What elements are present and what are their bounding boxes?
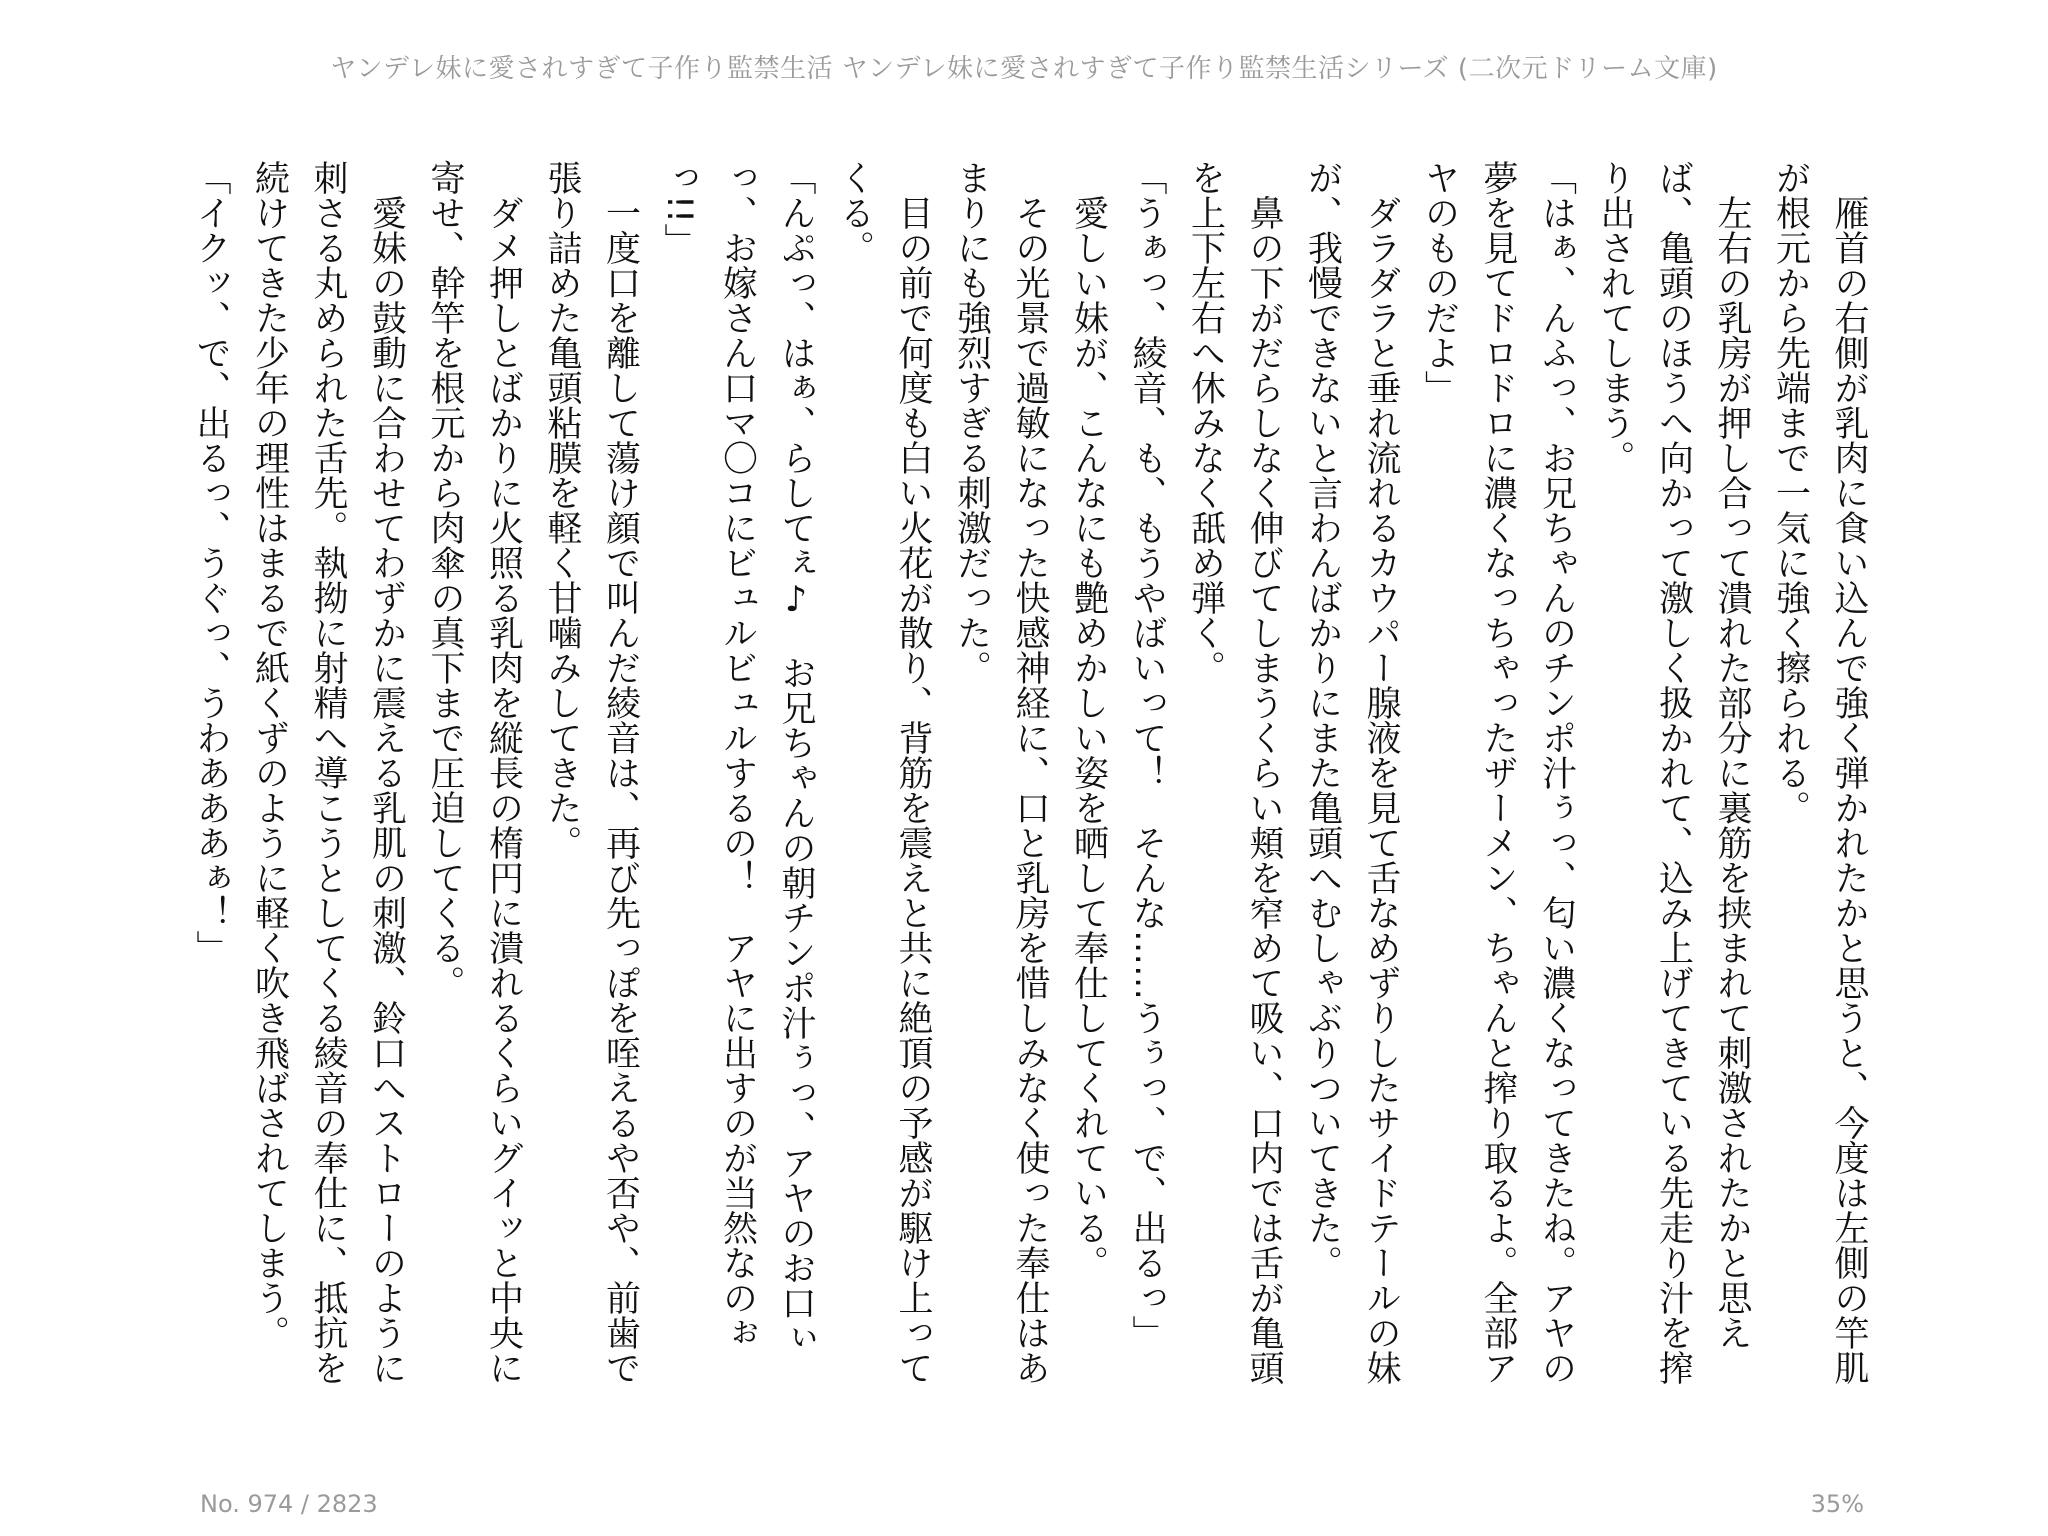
paragraph-7: 愛しい妹が、こんなにも艶めかしい姿を晒して奉仕してくれている。 — [1068, 195, 1109, 1280]
paragraph-9: 目の前で何度も白い火花が散り、背筋を震えと共に絶頂の予感が駆け上ってくる。 — [834, 160, 933, 1385]
paragraph-2: 左右の乳房が押し合って潰れた部分に裏筋を挟まれて刺激されたかと思えば、亀頭のほうへ向かって激しく扱かれて、込み上げてきている先走り汁を搾り出されてしまう。 — [1595, 160, 1752, 1385]
paragraph-13: 愛妹の鼓動に合わせてわずかに震える乳肌の刺激、鈴口へストローのように刺さる丸められた舌先。執拗に射精へ導こうとしてくる綾音の奉仕に、抵抗を続けてきた少年の理性はまるで紙くずのように軽く吹き飛ばされてしまう。 — [249, 160, 407, 1385]
paragraph-1: 雁首の右側が乳肉に食い込んで強く弾かれたかと思うと、今度は左側の竿肌が根元から先端まで一気に強く擦られる。 — [1770, 160, 1869, 1385]
paragraph-3: 「はぁ、んふっ、お兄ちゃんのチンポ汁ぅっ、匂い濃くなってきたね。アヤの夢を見てドロドロに濃くなっちゃったザーメン、ちゃんと搾り取るよ。全部アヤのものだよ」 — [1419, 160, 1577, 1385]
paragraph-8: その光景で過敏になった快感神経に、口と乳房を惜しみなく使った奉仕はあまりにも強烈すぎる刺激だった。 — [951, 160, 1050, 1385]
paragraph-5: 鼻の下がだらしなく伸びてしまうくらい頬を窄めて吸い、口内では舌が亀頭を上下左右へ休みなく舐め弾く。 — [1185, 160, 1284, 1385]
page-body — [191, 160, 1878, 1410]
location-indicator[interactable]: No. 974 / 2823 — [200, 1490, 378, 1518]
paragraph-10: 「んぷっ、はぁ、らしてぇ♪ お兄ちゃんの朝チンポ汁ぅっ、アヤのお口ぃっ、お嫁さん口マ〇コにビュルビュルするの！ アヤに出すのが当然なのぉっ!!」 — [659, 160, 816, 1355]
paragraph-14: 「イクッ、で、出るっ、うぐっ、うわあああぁ！」 — [191, 160, 231, 965]
book-title: ヤンデレ妹に愛されすぎて子作り監禁生活 ヤンデレ妹に愛されすぎて子作り監禁生活シリーズ (二次元ドリーム文庫) — [330, 54, 1718, 84]
paragraph-11: 一度口を離して蕩け顔で叫んだ綾音は、再び先っぽを咥えるや否や、前歯で張り詰めた亀頭粘膜を軽く甘噛みしてきた。 — [542, 160, 641, 1385]
paragraph-12: ダメ押しとばかりに火照る乳肉を縦長の楕円に潰れるくらいグイッと中央に寄せ、幹竿を根元から肉傘の真下まで圧迫してくる。 — [425, 160, 524, 1385]
progress-percent: 35% — [1810, 1490, 1864, 1518]
paragraph-4: ダラダラと垂れ流れるカウパー腺液を見て舌なめずりしたサイドテールの妹が、我慢できないと言わんばかりにまた亀頭へむしゃぶりついてきた。 — [1302, 160, 1401, 1385]
paragraph-6: 「うぁっ、綾音、も、もうやばいって！ そんな……うぅっ、で、出るっ」 — [1127, 160, 1167, 1350]
